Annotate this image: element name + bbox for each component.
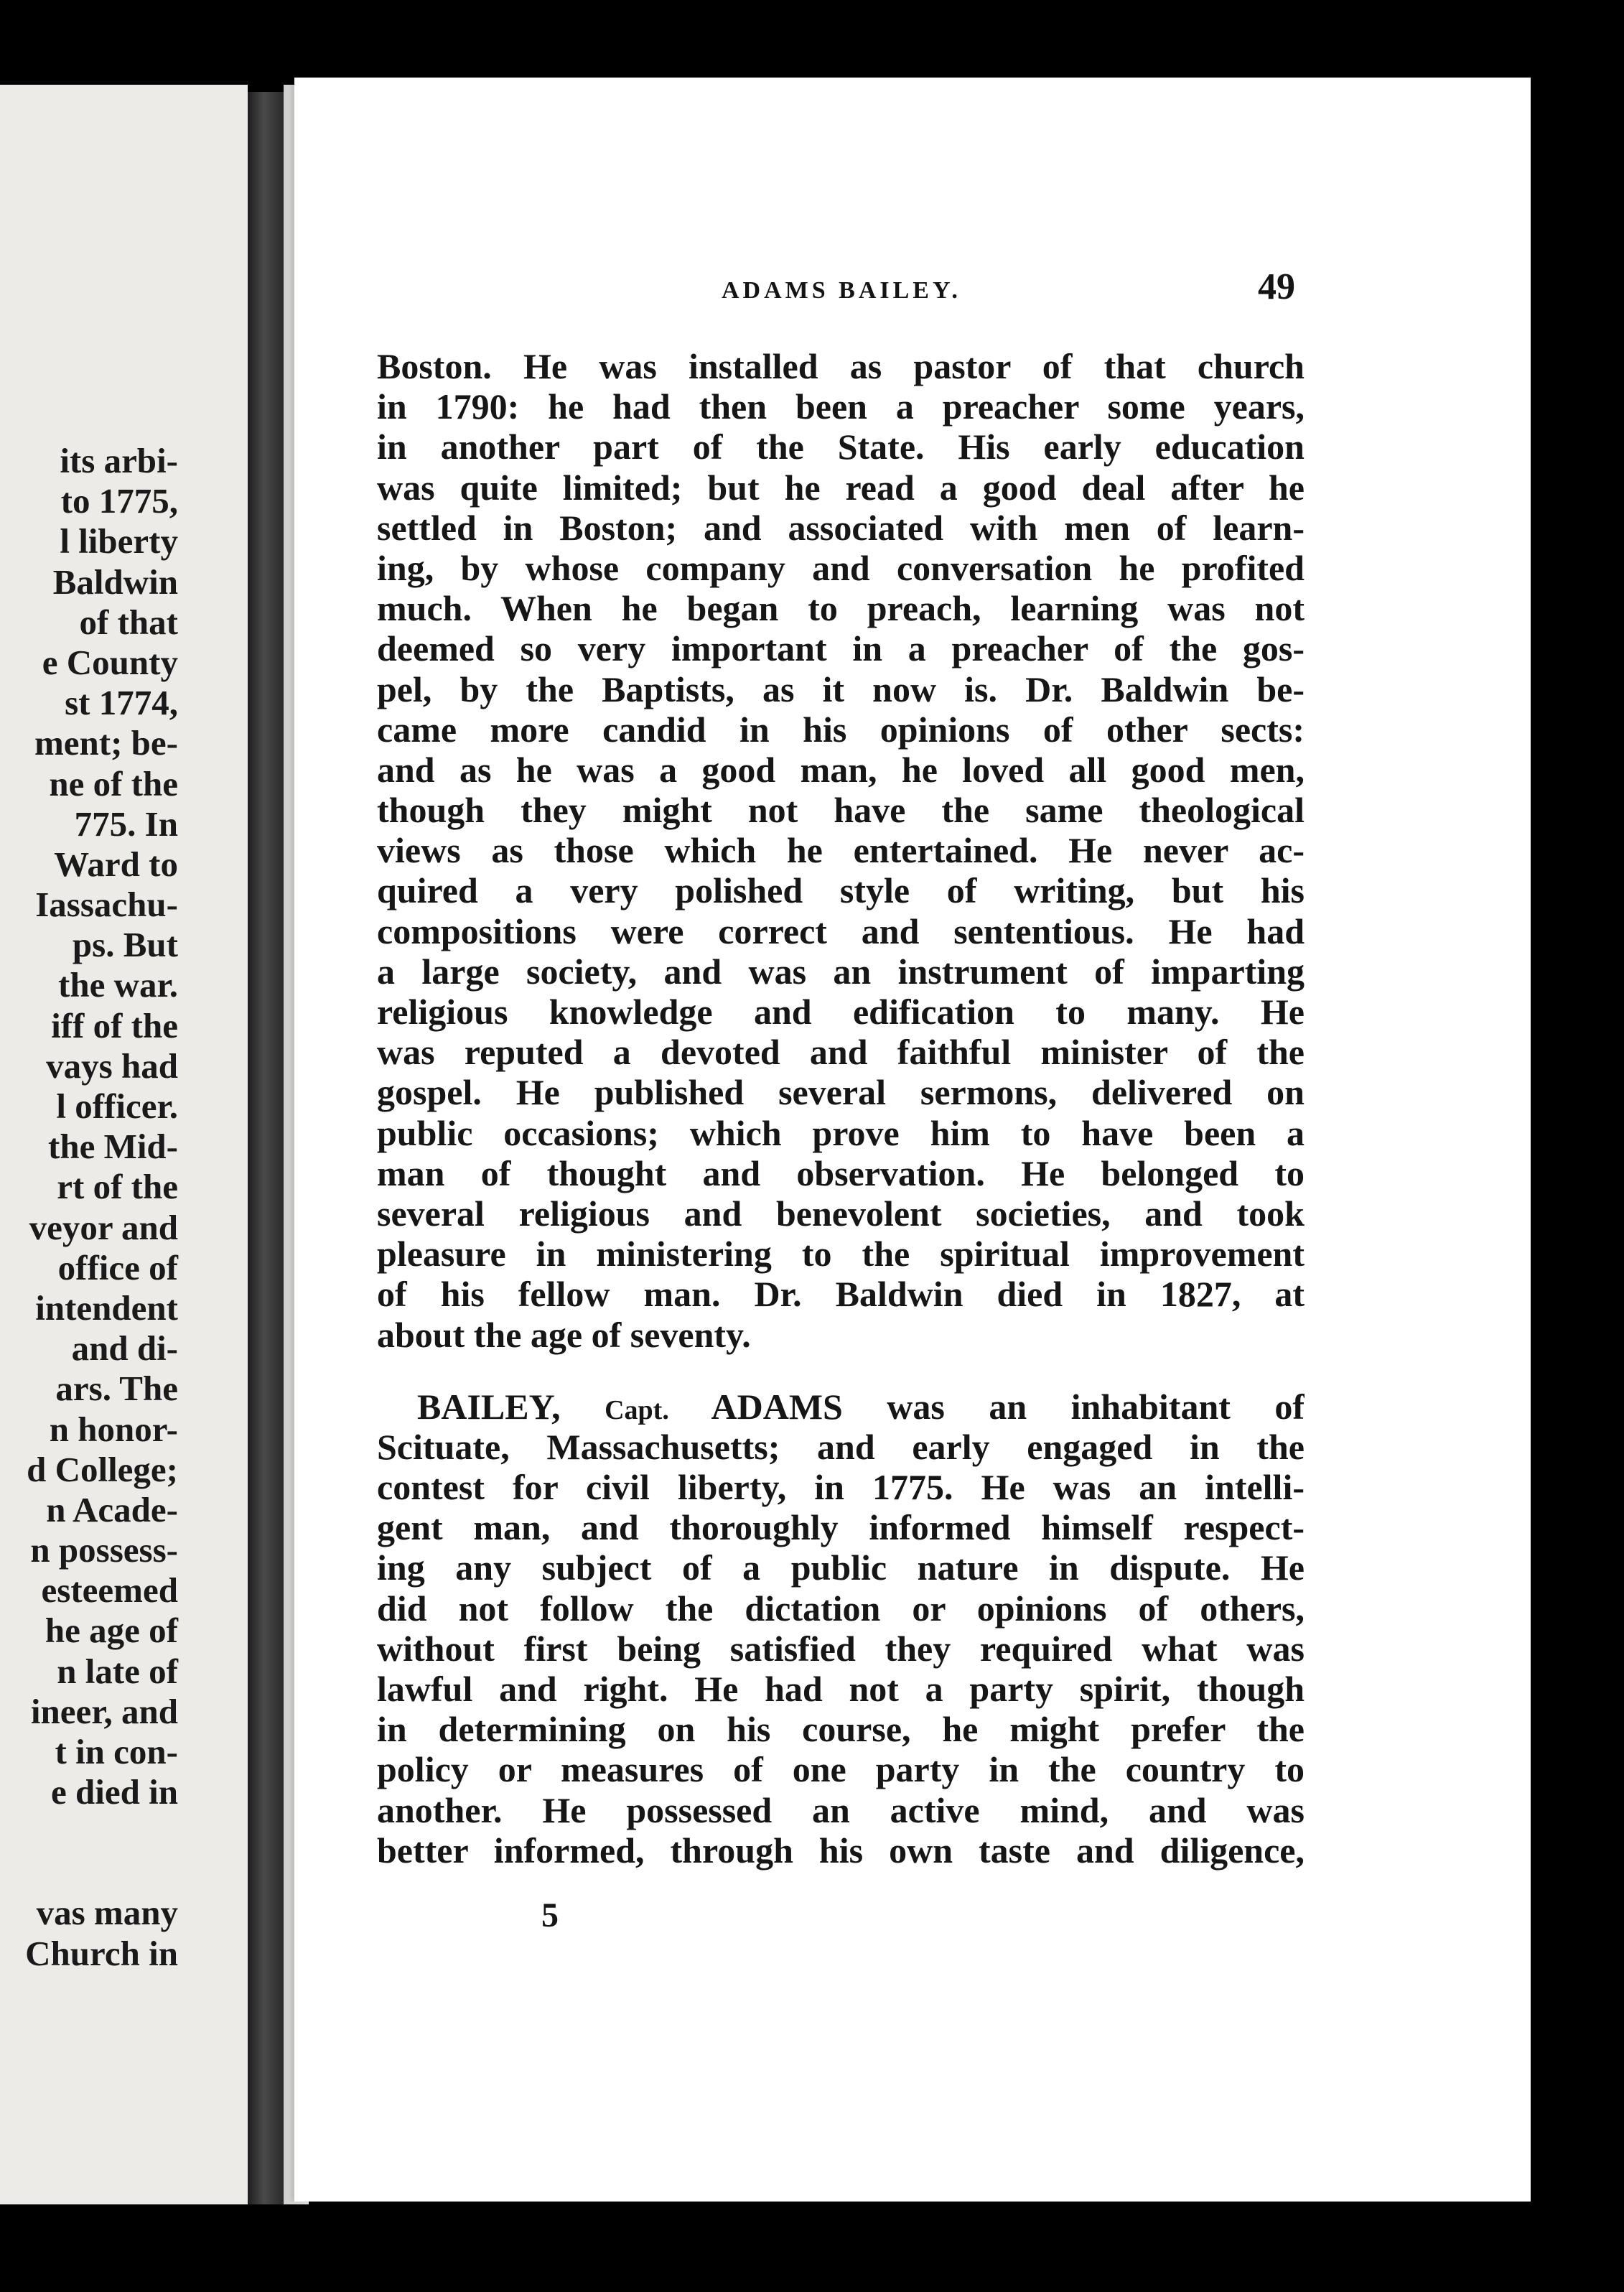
text-line: and as he was a good man, he loved all good men, (377, 749, 1305, 790)
text-line: in determining on his course, he might prefer the (377, 1709, 1305, 1750)
text-line: better informed, through his own taste and diligence, (377, 1830, 1305, 1871)
text-line: did not follow the dictation or opinions of others, (377, 1588, 1305, 1629)
entry-heading-line (377, 1387, 1305, 1427)
text-line: gospel. He published several sermons, delivered on (377, 1072, 1305, 1113)
text-line: Scituate, Massachusetts; and early engaged in the (377, 1426, 1305, 1467)
text-line: settled in Boston; and associated with men of learn- (377, 507, 1305, 548)
left-page-text (0, 441, 178, 1974)
text-line: views as those which he entertained. He never ac- (377, 830, 1305, 871)
text-line: came more candid in his opinions of other sects: (377, 709, 1305, 750)
left-page-line: its arbi- (60, 441, 178, 480)
left-page-line: l officer. (56, 1086, 178, 1126)
text-column (377, 346, 1305, 1871)
text-line: pleasure in ministering to the spiritual improvement (377, 1234, 1305, 1275)
left-page-line: e County (42, 642, 178, 682)
text-line: much. When he began to preach, learning was not (377, 588, 1305, 629)
left-page-line: l liberty (60, 521, 178, 562)
left-page-gap (0, 1812, 178, 1893)
left-page-line: n Acade- (46, 1489, 178, 1529)
text-line: pel, by the Baptists, as it now is. Dr. Baldwin be- (377, 668, 1305, 709)
left-page-line: Church in (25, 1933, 178, 1973)
left-page-line: e died in (51, 1772, 178, 1812)
left-page-line: ne of the (49, 763, 178, 803)
left-page-line: d College; (27, 1449, 178, 1489)
text-line: of his fellow man. Dr. Baldwin died in 1827, at (377, 1274, 1305, 1315)
text-line: ing, by whose company and conversation he profited (377, 547, 1305, 588)
left-page-line: n late of (57, 1651, 178, 1691)
text-line: a large society, and was an instrument of imparting (377, 951, 1305, 992)
book-gutter (248, 92, 284, 2204)
text-line: compositions were correct and sententious. He had (377, 910, 1305, 951)
paragraph-baldwin (377, 346, 1305, 1355)
text-line: contest for civil liberty, in 1775. He was an intelli- (377, 1467, 1305, 1508)
left-page-line: of that (79, 602, 178, 642)
text-line: public occasions; which prove him to have been a (377, 1112, 1305, 1153)
text-line: without first being satisfied they required what was (377, 1628, 1305, 1669)
left-page-line: vays had (46, 1045, 178, 1086)
left-page-line: the war. (58, 965, 178, 1005)
text-line: about the age of seventy. (377, 1314, 751, 1355)
paragraph-bailey (377, 1387, 1305, 1871)
entry-heading-rest: ADAMS was an inhabitant of (668, 1386, 1305, 1427)
left-page-line: st 1774, (65, 683, 178, 723)
text-line: man of thought and observation. He belonged to (377, 1152, 1305, 1193)
text-line: gent man, and thoroughly informed himself respect- (377, 1507, 1305, 1548)
left-page-line: iff of the (51, 1005, 178, 1045)
text-line: was quite limited; but he read a good deal after he (377, 467, 1305, 508)
left-page-line: and di- (71, 1328, 178, 1369)
paragraph-gap (377, 1355, 1305, 1387)
left-page-line: ps. But (72, 925, 178, 965)
text-line: Boston. He was installed as pastor of that church (377, 346, 1305, 386)
left-page-line: esteemed (41, 1570, 178, 1611)
left-page-line: Iassachu- (35, 885, 178, 925)
left-page-line: ars. The (55, 1369, 178, 1409)
left-page-line: veyor and (29, 1207, 178, 1247)
left-page-line: the Mid- (48, 1127, 178, 1167)
page-number: 49 (1258, 266, 1295, 307)
running-head: ADAMS BAILEY. (722, 277, 961, 304)
left-page-line: vas many (36, 1893, 178, 1933)
left-page-line: Ward to (54, 844, 178, 884)
left-page-line: Baldwin (52, 562, 178, 602)
left-page-line: rt of the (57, 1167, 178, 1207)
signature-mark: 5 (541, 1896, 559, 1934)
text-line: quired a very polished style of writing, but his (377, 870, 1305, 911)
left-page-line: 775. In (74, 803, 178, 844)
text-line: lawful and right. He had not a party spirit, though (377, 1669, 1305, 1709)
text-line: ing any subject of a public nature in dispute. He (377, 1547, 1305, 1588)
left-page-line: to 1775, (60, 481, 178, 521)
entry-name: BAILEY, (417, 1386, 605, 1427)
left-page-line: office of (57, 1247, 178, 1287)
left-page-line: ineer, and (30, 1691, 178, 1731)
text-line: religious knowledge and edification to many. He (377, 992, 1305, 1032)
left-facing-page (0, 85, 248, 2204)
entry-title: Capt. (605, 1394, 669, 1425)
left-page-line: ment; be- (34, 723, 178, 763)
left-page-line: intendent (35, 1287, 178, 1328)
left-page-line: he age of (45, 1611, 178, 1651)
text-line: was reputed a devoted and faithful minister of the (377, 1032, 1305, 1073)
left-page-line: t in con- (55, 1732, 178, 1771)
text-line: several religious and benevolent societies, and took (377, 1193, 1305, 1234)
text-line: another. He possessed an active mind, and was (377, 1789, 1305, 1830)
left-page-line: n possess- (30, 1530, 178, 1570)
text-line: in another part of the State. His early education (377, 427, 1305, 467)
text-line: deemed so very important in a preacher of the gos- (377, 628, 1305, 669)
text-line: in 1790: he had then been a preacher some years, (377, 386, 1305, 427)
text-line: policy or measures of one party in the country to (377, 1749, 1305, 1790)
left-page-line: n honor- (49, 1409, 178, 1449)
text-line: though they might not have the same theological (377, 790, 1305, 831)
